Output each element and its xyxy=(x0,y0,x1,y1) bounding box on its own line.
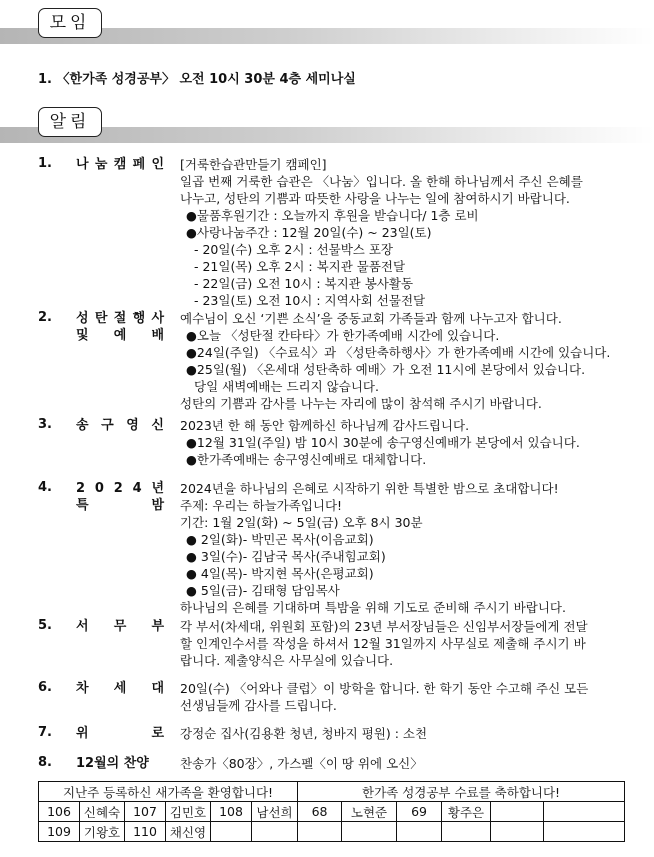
notice-body: 각 부서(차세대, 위원회 포함)의 23년 부서장님들은 신임부서장들에게 전달 할 인계인수서를 작성을 하셔서 12월 31일까지 사무실로 제출해 주시기 바 랍니다. 제출양식은 사무실에 있습니다. xyxy=(180,619,588,668)
table-row xyxy=(39,802,625,822)
notice-title: 나 눔 캠 페 인 xyxy=(76,157,164,172)
registration-header-row xyxy=(39,782,625,802)
meeting-item: 1. 〈한가족 성경공부〉 오전 10시 30분 4층 세미나실 xyxy=(38,72,356,87)
registration-table xyxy=(38,781,625,842)
notice-title: 서 무 부 xyxy=(76,619,164,634)
notice-body: 20일(수) 〈어와나 클럽〉이 방학을 합니다. 한 학기 동안 수고해 주신 모든 선생님들께 감사를 드립니다. xyxy=(180,681,589,713)
table-cell xyxy=(252,822,298,842)
notice-body: [거룩한습관만들기 캠페인] 일곱 번째 거룩한 습관은 〈나눔〉입니다. 올 한해 하나님께서 주신 은혜를 나누고, 성탄의 기쁨과 따뜻한 사랑을 나누는 일에 참여하시기 바랍니다. ●물품후원기간 : 오늘까지 후원을 받습니다/ 1층 로비 ●사랑나눔주간 : 12월 20일(수) ~ 23일(토) - 20일(수) 오후 2시 : 선물박스 포장 - 21일(목) 오후 2시 : 복지관 물품전달 - 22일(금) 오전 10시 : 복지관 봉사활동 - 23일(토) 오전 10시 : 지역사회 선물전달 xyxy=(180,157,583,308)
notice-body: 예수님이 오신 ‘기쁜 소식’을 중동교회 가족들과 함께 나누고자 합니다. ●오늘 〈성탄절 칸타타〉가 한가족예배 시간에 있습니다. ●24일(주일) 〈수료식〉과 〈성탄축하행사〉가 한가족예배 시간에 있습니다. ●25일(월) 〈온세대 성탄축하 예배〉가 오전 11시에 본당에서 있습니다. 당일 새벽예배는 드리지 않습니다. 성탄의 기쁨과 감사를 나누는 자리에 많이 참석해 주시기 바랍니다. xyxy=(180,311,611,411)
notice-title: 성 탄 절 행 사 및 예 배 xyxy=(76,311,164,343)
table-cell xyxy=(298,822,342,842)
welcome-header: 지난주 등록하신 새가족을 환영합니다! xyxy=(39,782,298,802)
notice-title: 차 세 대 xyxy=(76,681,164,696)
table-cell xyxy=(491,822,544,842)
table-cell xyxy=(544,822,625,842)
notice-body: 강정순 집사(김용환 청년, 청바지 평원) : 소천 xyxy=(180,726,428,741)
meetings-header: 모임 xyxy=(38,8,102,38)
notice-number: 4. xyxy=(38,480,52,495)
congrats-header: 한가족 성경공부 수료를 축하합니다! xyxy=(298,782,625,802)
table-cell xyxy=(544,802,625,822)
table-row xyxy=(39,822,625,842)
meetings-header-bar xyxy=(0,4,654,40)
table-cell: 신혜숙 xyxy=(80,802,125,822)
table-cell: 노현준 xyxy=(342,802,397,822)
table-cell: 110 xyxy=(125,822,166,842)
notice-title: 위 로 xyxy=(76,726,164,741)
notice-number: 8. xyxy=(38,755,52,770)
notice-body: 2024년을 하나님의 은혜로 시작하기 위한 특별한 밤으로 초대합니다! 주제: 우리는 하늘가족입니다! 기간: 1월 2일(화) ~ 5일(금) 오후 8시 30분 ● 2일(화)- 박민곤 목사(이음교회) ● 3일(수)- 김남국 목사(주내힘교회) ● 4일(목)- 박지현 목사(은평교회) ● 5일(금)- 김태형 담임목사 하나님의 은혜를 기대하며 특밤을 위해 기도로 준비해 주시기 바랍니다. xyxy=(180,481,566,615)
notice-number: 3. xyxy=(38,417,52,432)
table-cell: 108 xyxy=(211,802,252,822)
table-cell xyxy=(211,822,252,842)
table-cell: 기왕호 xyxy=(80,822,125,842)
notice-title: 송 구 영 신 xyxy=(76,418,164,433)
table-cell: 남선희 xyxy=(252,802,298,822)
table-cell: 109 xyxy=(39,822,80,842)
table-cell xyxy=(442,822,491,842)
table-cell: 69 xyxy=(397,802,442,822)
notice-title: 2 0 2 4 년 특 밤 xyxy=(76,481,164,513)
notice-number: 2. xyxy=(38,310,52,325)
notice-number: 7. xyxy=(38,725,52,740)
table-cell: 107 xyxy=(125,802,166,822)
notices-header-bar xyxy=(0,103,654,139)
notice-number: 5. xyxy=(38,618,52,633)
notice-title: 12월의 찬양 xyxy=(76,756,149,771)
table-cell: 68 xyxy=(298,802,342,822)
notices-header: 알림 xyxy=(38,107,102,137)
table-cell xyxy=(491,802,544,822)
notice-body: 2023년 한 해 동안 함께하신 하나님께 감사드립니다. ●12월 31일(주일) 밤 10시 30분에 송구영신예배가 본당에서 있습니다. ●한가족예배는 송구영신예배로 대체합니다. xyxy=(180,418,580,467)
table-cell: 채신영 xyxy=(166,822,211,842)
notice-number: 1. xyxy=(38,156,52,171)
table-cell: 김민호 xyxy=(166,802,211,822)
notice-body: 찬송가〈80장〉, 가스펠〈이 땅 위에 오신〉 xyxy=(180,756,423,771)
notice-number: 6. xyxy=(38,680,52,695)
table-cell: 106 xyxy=(39,802,80,822)
table-cell xyxy=(342,822,397,842)
table-cell: 황주은 xyxy=(442,802,491,822)
table-cell xyxy=(397,822,442,842)
